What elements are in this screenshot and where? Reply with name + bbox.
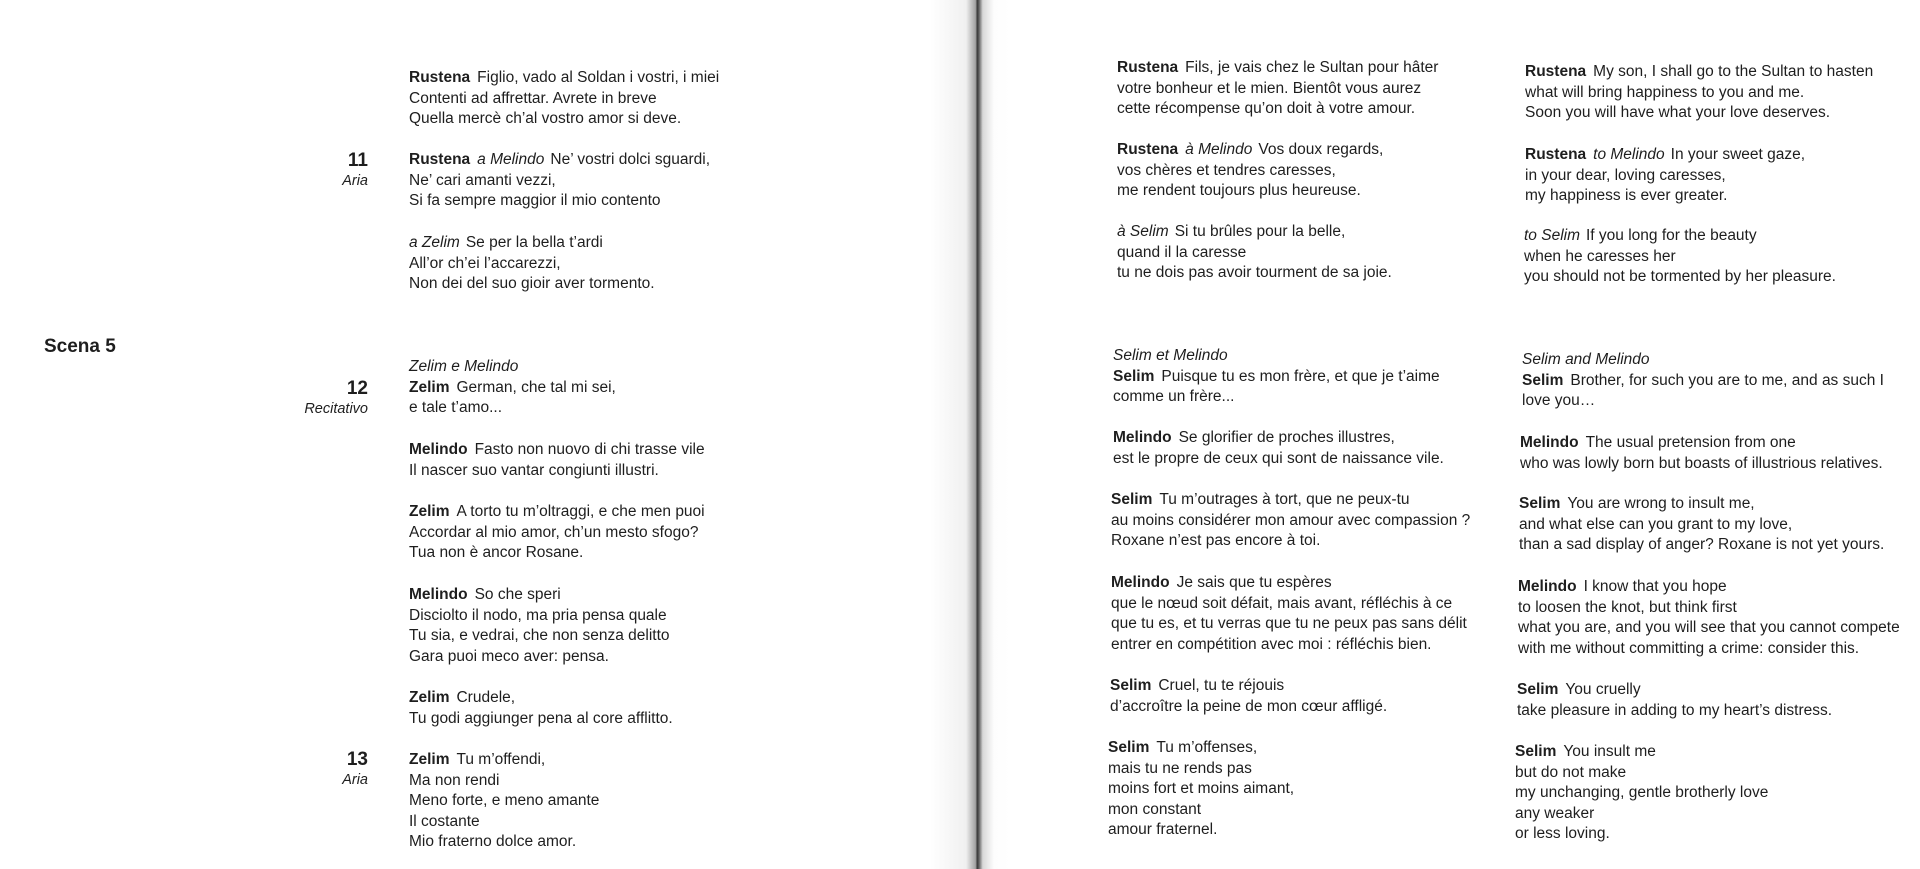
verse-line: love you… xyxy=(1522,392,1596,410)
english-block-3 xyxy=(1524,226,1836,288)
verse-line: Brother, for such you are to me, and as such I xyxy=(1570,371,1884,389)
verse-line: au moins considérer mon amour avec compassion ? xyxy=(1111,511,1471,529)
verse-line: que le nœud soit défait, mais avant, réfléchis à ce xyxy=(1111,594,1453,612)
verse-line: when he caresses her xyxy=(1524,247,1676,265)
verse-line: with me without committing a crime: consider this. xyxy=(1518,639,1860,657)
speaker-name: Rustena xyxy=(1117,59,1179,76)
number-12-block xyxy=(248,378,368,418)
verse-line: Si fa sempre maggior il mio contento xyxy=(409,192,661,210)
speaker-name: Rustena xyxy=(1525,63,1587,80)
verse-line: Il nascer suo vantar congiunti illustri. xyxy=(409,461,659,479)
verse-line: Tua non è ancor Rosane. xyxy=(409,544,584,562)
verse-line: e tale t’amo... xyxy=(409,399,503,417)
verse-line: A torto tu m’oltraggi, e che men puoi xyxy=(456,503,705,520)
verse-line: Tu godi aggiunger pena al core afflitto. xyxy=(409,709,673,727)
french-block-2 xyxy=(1117,140,1383,202)
verse-line: my unchanging, gentle brotherly love xyxy=(1515,784,1769,802)
verse-line: In your sweet gaze, xyxy=(1670,146,1806,163)
english-block-5 xyxy=(1520,433,1883,474)
italian-block-4 xyxy=(409,357,616,419)
verse-line: my happiness is ever greater. xyxy=(1525,187,1728,205)
speaker-name: Selim xyxy=(1110,677,1152,694)
verse-line: Quella mercè ch’al vostro amor si deve. xyxy=(409,110,682,128)
italian-block-7 xyxy=(409,585,670,667)
speaker-name: Melindo xyxy=(1111,574,1170,591)
verse-line: Meno forte, e meno amante xyxy=(409,792,600,810)
scene-heading: Scena 5 xyxy=(44,336,116,357)
stage-direction: Selim and Melindo xyxy=(1522,351,1650,368)
verse-line: votre bonheur et le mien. Bientôt vous aurez xyxy=(1117,79,1422,97)
italian-block-9 xyxy=(409,750,599,853)
verse-line: Non dei del suo gioir aver tormento. xyxy=(409,275,655,293)
verse-line: and what else can you grant to my love, xyxy=(1519,515,1793,533)
verse-line: amour fraternel. xyxy=(1108,821,1218,839)
verse-line: You are wrong to insult me, xyxy=(1567,495,1755,512)
verse-line: Disciolto il nodo, ma pria pensa quale xyxy=(409,606,667,624)
verse-line: mais tu ne rends pas xyxy=(1108,759,1252,777)
verse-line: German, che tal mi sei, xyxy=(456,378,616,396)
speaker-name: Selim xyxy=(1522,371,1564,389)
verse-line: vos chères et tendres caresses, xyxy=(1117,161,1336,179)
verse-line: If you long for the beauty xyxy=(1586,227,1757,244)
italian-block-2 xyxy=(409,150,710,212)
speaker-name: Zelim xyxy=(409,689,450,706)
verse-line: Fasto non nuovo di chi trasse vile xyxy=(474,441,705,458)
speaker-name: Melindo xyxy=(1520,434,1579,451)
english-block-8 xyxy=(1517,680,1832,721)
speaker-name: Selim xyxy=(1108,739,1150,756)
verse-line: what you are, and you will see that you cannot compete xyxy=(1518,619,1900,637)
verse-line: Tu m’offenses, xyxy=(1156,739,1258,756)
speaker-name: Selim xyxy=(1111,491,1153,508)
number-label: 13 xyxy=(346,749,368,770)
verse-line: Il costante xyxy=(409,812,480,830)
verse-line: So che speri xyxy=(474,586,561,603)
verse-line: est le propre de ceux qui sont de naissance vile. xyxy=(1113,449,1444,467)
stage-direction: a Melindo xyxy=(477,151,545,168)
verse-line: what will bring happiness to you and me. xyxy=(1525,83,1805,101)
verse-line: Se glorifier de proches illustres, xyxy=(1178,429,1395,446)
speaker-name: Melindo xyxy=(409,586,468,603)
verse-line: or less loving. xyxy=(1515,825,1610,843)
speaker-name: Melindo xyxy=(409,441,468,458)
verse-line: Je sais que tu espères xyxy=(1176,574,1332,591)
italian-block-1 xyxy=(409,68,719,130)
verse-line: Mio fraterno dolce amor. xyxy=(409,833,577,851)
speaker-name: Selim xyxy=(1517,681,1559,698)
verse-line: any weaker xyxy=(1515,804,1595,822)
english-block-7 xyxy=(1518,577,1900,659)
verse-line: in your dear, loving caresses, xyxy=(1525,166,1726,184)
stage-direction: Zelim e Melindo xyxy=(409,358,519,375)
form-label: Recitativo xyxy=(304,401,368,417)
number-11-block xyxy=(248,150,368,190)
book-gutter xyxy=(930,0,1010,869)
verse-line: Tu m’outrages à tort, que ne peux-tu xyxy=(1159,491,1410,508)
french-block-4 xyxy=(1113,346,1440,408)
verse-line: Accordar al mio amor, ch’un mesto sfogo? xyxy=(409,523,699,541)
verse-line: Si tu brûles pour la belle, xyxy=(1174,223,1346,240)
verse-line: d’accroître la peine de mon cœur affligé. xyxy=(1110,697,1388,715)
verse-line: Vos doux regards, xyxy=(1258,141,1384,158)
right-page xyxy=(975,0,1920,869)
stage-direction: to Melindo xyxy=(1593,146,1665,163)
verse-line: que tu es, et tu verras que tu ne peux pas sans délit xyxy=(1111,615,1467,633)
verse-line: Gara puoi meco aver: pensa. xyxy=(409,647,609,665)
verse-line: Roxane n’est pas encore à toi. xyxy=(1111,532,1321,550)
verse-line: comme un frère... xyxy=(1113,388,1235,406)
english-block-2 xyxy=(1525,145,1805,207)
verse-line: Crudele, xyxy=(456,689,516,706)
number-13-block xyxy=(248,749,368,789)
verse-line: to loosen the knot, but think first xyxy=(1518,598,1737,616)
verse-line: moins fort et moins aimant, xyxy=(1108,780,1295,798)
speaker-name: Zelim xyxy=(409,378,450,396)
stage-direction: a Zelim xyxy=(409,234,460,251)
verse-line: than a sad display of anger? Roxane is not yet yours. xyxy=(1519,536,1885,554)
verse-line: Soon you will have what your love deserves. xyxy=(1525,104,1830,122)
verse-line: mon constant xyxy=(1108,800,1202,818)
verse-line: Contenti ad affrettar. Avrete in breve xyxy=(409,89,657,107)
verse-line: My son, I shall go to the Sultan to hasten xyxy=(1593,63,1874,80)
italian-block-8 xyxy=(409,688,673,729)
verse-line: cette récompense qu’on doit à votre amour. xyxy=(1117,100,1416,118)
stage-direction: à Selim xyxy=(1117,223,1169,240)
french-block-5 xyxy=(1113,428,1444,469)
speaker-name: Melindo xyxy=(1518,578,1577,595)
stage-direction: to Selim xyxy=(1524,227,1580,244)
speaker-name: Selim xyxy=(1113,367,1155,385)
form-label: Aria xyxy=(342,173,368,189)
verse-line: I know that you hope xyxy=(1583,578,1727,595)
speaker-name: Rustena xyxy=(409,69,471,86)
speaker-name: Rustena xyxy=(409,151,471,168)
french-block-7 xyxy=(1111,573,1467,655)
verse-line: Tu sia, e vedrai, che non senza delitto xyxy=(409,627,670,645)
verse-line: Puisque tu es mon frère, et que je t’aime xyxy=(1161,367,1440,385)
speaker-name: Rustena xyxy=(1525,146,1587,163)
stage-direction: Selim et Melindo xyxy=(1113,347,1228,364)
french-block-8 xyxy=(1110,676,1387,717)
english-block-6 xyxy=(1519,494,1884,556)
verse-line: but do not make xyxy=(1515,763,1627,781)
verse-line: Cruel, tu te réjouis xyxy=(1158,677,1285,694)
speaker-name: Melindo xyxy=(1113,429,1172,446)
verse-line: You cruelly xyxy=(1565,681,1641,698)
verse-line: Ne’ vostri dolci sguardi, xyxy=(550,151,711,168)
french-block-1 xyxy=(1117,58,1438,120)
verse-line: quand il la caresse xyxy=(1117,243,1247,261)
english-block-9 xyxy=(1515,742,1768,845)
verse-line: you should not be tormented by her pleasure. xyxy=(1524,268,1836,286)
verse-line: take pleasure in adding to my heart’s distress. xyxy=(1517,701,1833,719)
verse-line: me rendent toujours plus heureuse. xyxy=(1117,182,1361,200)
speaker-name: Selim xyxy=(1519,495,1561,512)
form-label: Aria xyxy=(342,772,368,788)
italian-block-3 xyxy=(409,233,655,295)
verse-line: Se per la bella t’ardi xyxy=(465,234,603,251)
english-block-4 xyxy=(1522,350,1884,412)
speaker-name: Zelim xyxy=(409,751,450,768)
verse-line: All’or ch’ei l’accarezzi, xyxy=(409,254,561,272)
italian-block-6 xyxy=(409,502,705,564)
number-label: 11 xyxy=(347,150,368,171)
verse-line: Fils, je vais chez le Sultan pour hâter xyxy=(1185,59,1439,76)
french-block-3 xyxy=(1117,222,1392,284)
french-block-6 xyxy=(1111,490,1470,552)
stage-direction: à Melindo xyxy=(1185,141,1253,158)
verse-line: Tu m’offendi, xyxy=(456,751,546,768)
verse-line: entrer en compétition avec moi : réfléchis bien. xyxy=(1111,635,1432,653)
verse-line: You insult me xyxy=(1563,743,1656,760)
french-block-9 xyxy=(1108,738,1294,841)
verse-line: who was lowly born but boasts of illustrious relatives. xyxy=(1520,454,1883,472)
verse-line: Figlio, vado al Soldan i vostri, i miei xyxy=(477,69,720,86)
speaker-name: Rustena xyxy=(1117,141,1179,158)
verse-line: Ne’ cari amanti vezzi, xyxy=(409,171,556,189)
italian-block-5 xyxy=(409,440,705,481)
speaker-name: Zelim xyxy=(409,503,450,520)
speaker-name: Selim xyxy=(1515,743,1557,760)
verse-line: tu ne dois pas avoir tourment de sa joie. xyxy=(1117,264,1392,282)
number-label: 12 xyxy=(346,378,368,399)
verse-line: The usual pretension from one xyxy=(1585,434,1796,451)
english-block-1 xyxy=(1525,62,1873,124)
verse-line: Ma non rendi xyxy=(409,771,500,789)
